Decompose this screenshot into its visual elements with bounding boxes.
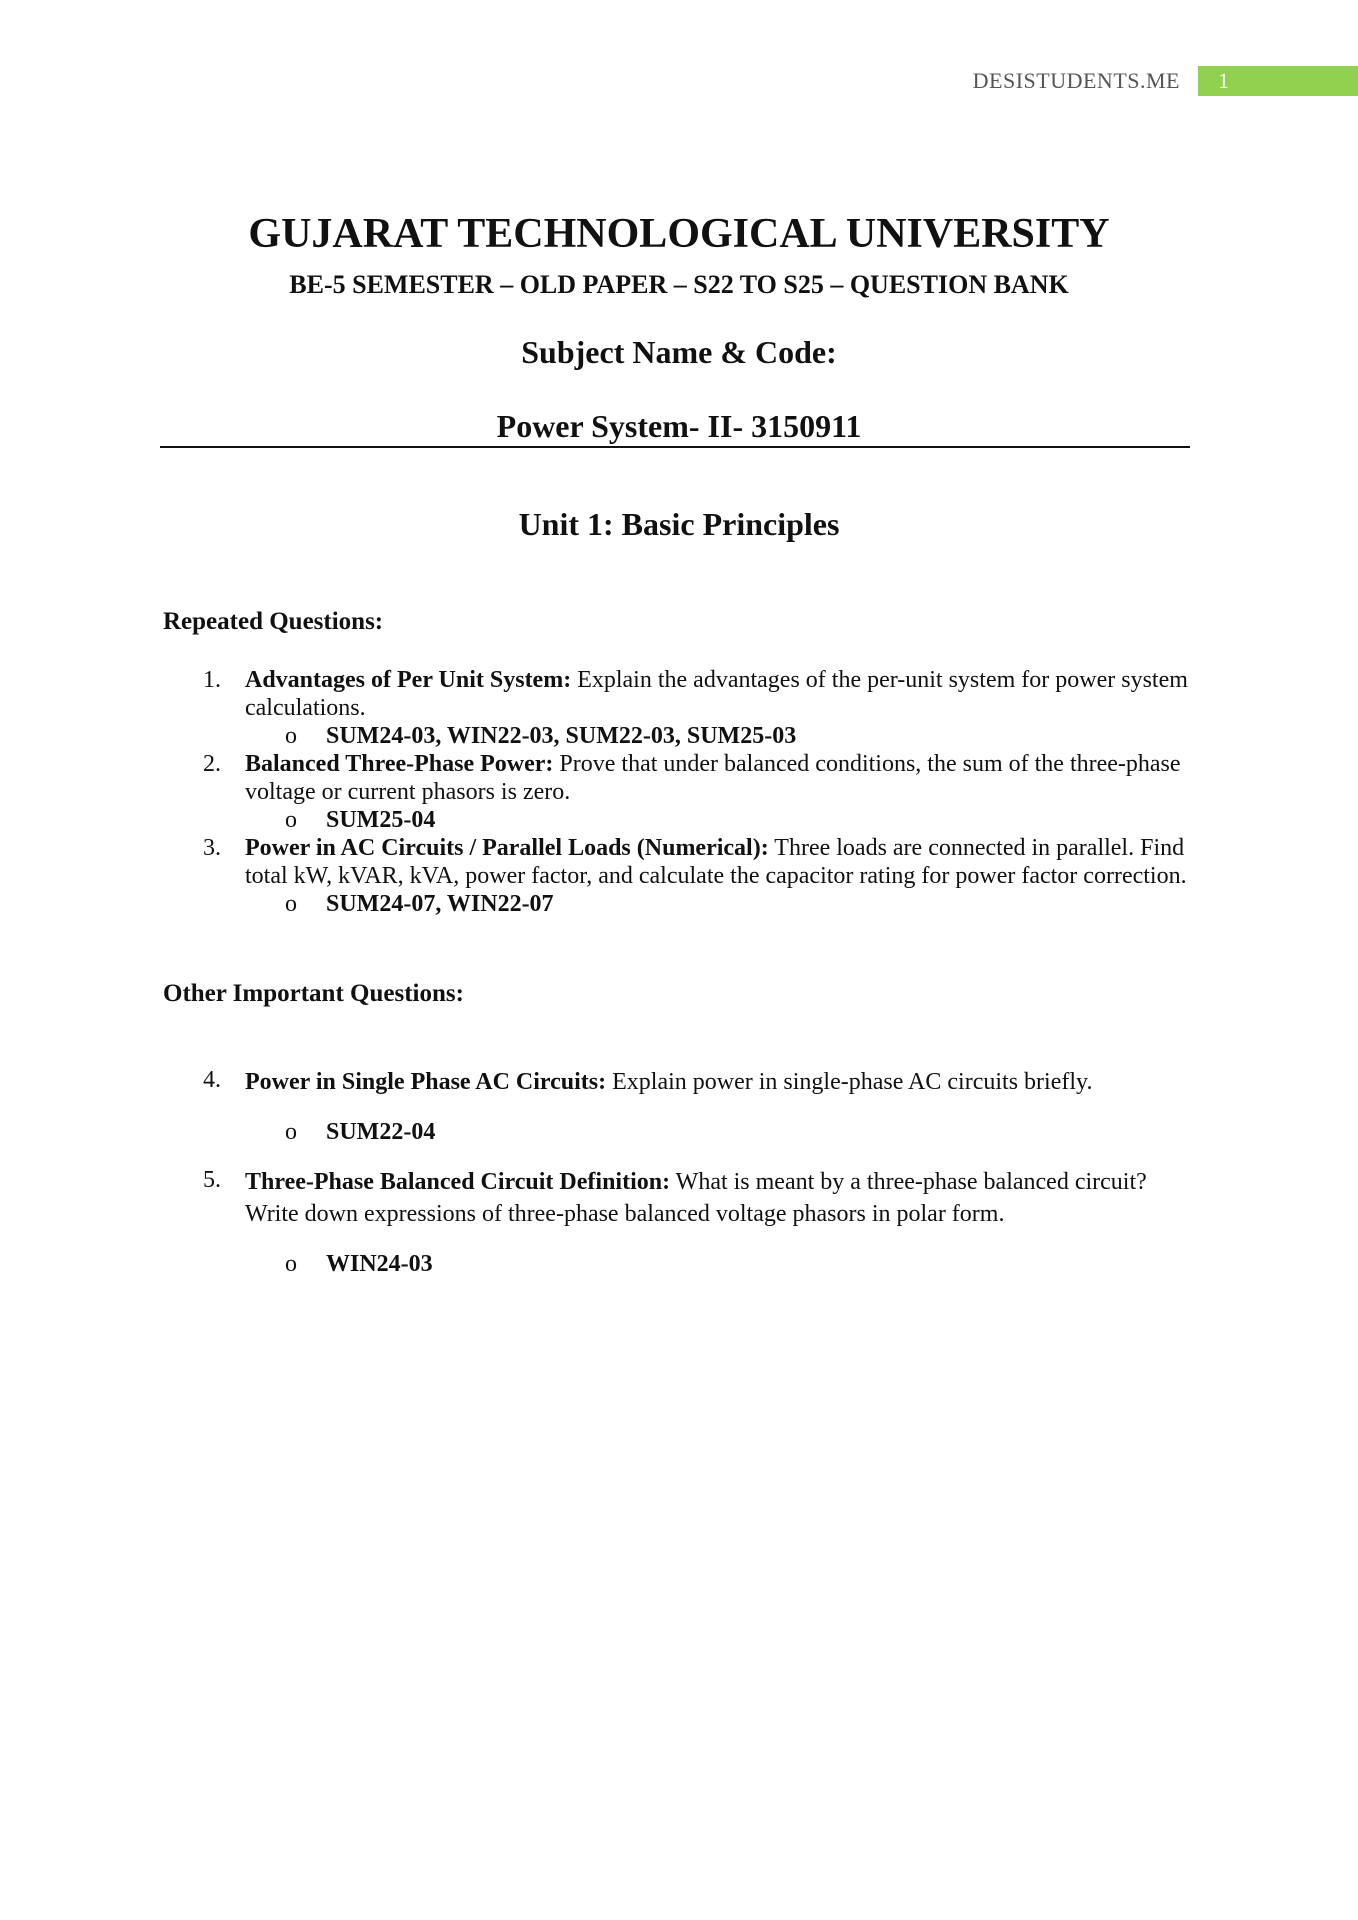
question-item	[163, 834, 1193, 890]
question-item	[163, 750, 1193, 806]
document-title: GUJARAT TECHNOLOGICAL UNIVERSITY	[248, 211, 1110, 257]
exam-codes-text: SUM25-04	[326, 807, 436, 833]
exam-codes	[163, 1118, 1193, 1146]
question-heading: Advantages of Per Unit System:	[245, 667, 572, 693]
other-questions-heading: Other Important Questions:	[163, 980, 464, 1007]
question-number: 4.	[203, 1067, 221, 1093]
question-number: 1.	[203, 667, 221, 693]
question-number: 5.	[203, 1167, 221, 1193]
question-heading: Power in Single Phase AC Circuits:	[245, 1069, 607, 1095]
question-number: 3.	[203, 835, 221, 861]
bullet-icon: o	[285, 1251, 297, 1277]
question-text: Explain the advantages of the per-unit system for power system calculations.	[245, 667, 1188, 721]
subject-label: Subject Name & Code:	[521, 334, 837, 370]
bullet-icon: o	[285, 891, 297, 917]
repeated-questions-heading: Repeated Questions:	[163, 608, 384, 635]
bullet-icon: o	[285, 723, 297, 749]
question-text: Three loads are connected in parallel. Find total kW, kVAR, kVA, power factor, and calculate the capacitor rating for power factor correction.	[245, 835, 1187, 889]
subject-name-code: Power System- II- 3150911	[496, 408, 862, 444]
question-item	[163, 666, 1193, 722]
question-heading: Three-Phase Balanced Circuit Definition:	[245, 1169, 671, 1195]
bullet-icon: o	[285, 807, 297, 833]
bullet-icon: o	[285, 1119, 297, 1145]
exam-codes-text: SUM24-07, WIN22-07	[326, 891, 554, 917]
question-item	[163, 1166, 1193, 1230]
question-number: 2.	[203, 751, 221, 777]
question-text: Explain power in single-phase AC circuits briefly.	[606, 1069, 1093, 1095]
repeated-questions-list	[163, 666, 1193, 918]
page-number: 1	[1198, 66, 1358, 96]
site-name: DESISTUDENTS.ME	[972, 68, 1180, 93]
exam-codes-text: WIN24-03	[326, 1251, 433, 1277]
question-heading: Power in AC Circuits / Parallel Loads (Numerical):	[245, 835, 769, 861]
question-text: Prove that under balanced conditions, the sum of the three-phase voltage or current phasors is zero.	[245, 751, 1181, 805]
exam-codes	[163, 1250, 1193, 1278]
exam-codes	[163, 890, 1193, 918]
question-text: What is meant by a three-phase balanced circuit? Write down expressions of three-phase balanced voltage phasors in polar form.	[245, 1169, 1147, 1227]
exam-codes	[163, 806, 1193, 834]
other-questions-list	[163, 1066, 1193, 1298]
document-subtitle: BE-5 SEMESTER – OLD PAPER – S22 TO S25 – QUESTION BANK	[289, 270, 1069, 299]
unit-title: Unit 1: Basic Principles	[518, 506, 840, 542]
page-header	[973, 66, 1358, 96]
question-item	[163, 1066, 1193, 1098]
exam-codes-text: SUM22-04	[326, 1119, 436, 1145]
question-heading: Balanced Three-Phase Power:	[245, 751, 554, 777]
exam-codes-text: SUM24-03, WIN22-03, SUM22-03, SUM25-03	[326, 723, 797, 749]
horizontal-rule	[160, 446, 1190, 448]
exam-codes	[163, 722, 1193, 750]
